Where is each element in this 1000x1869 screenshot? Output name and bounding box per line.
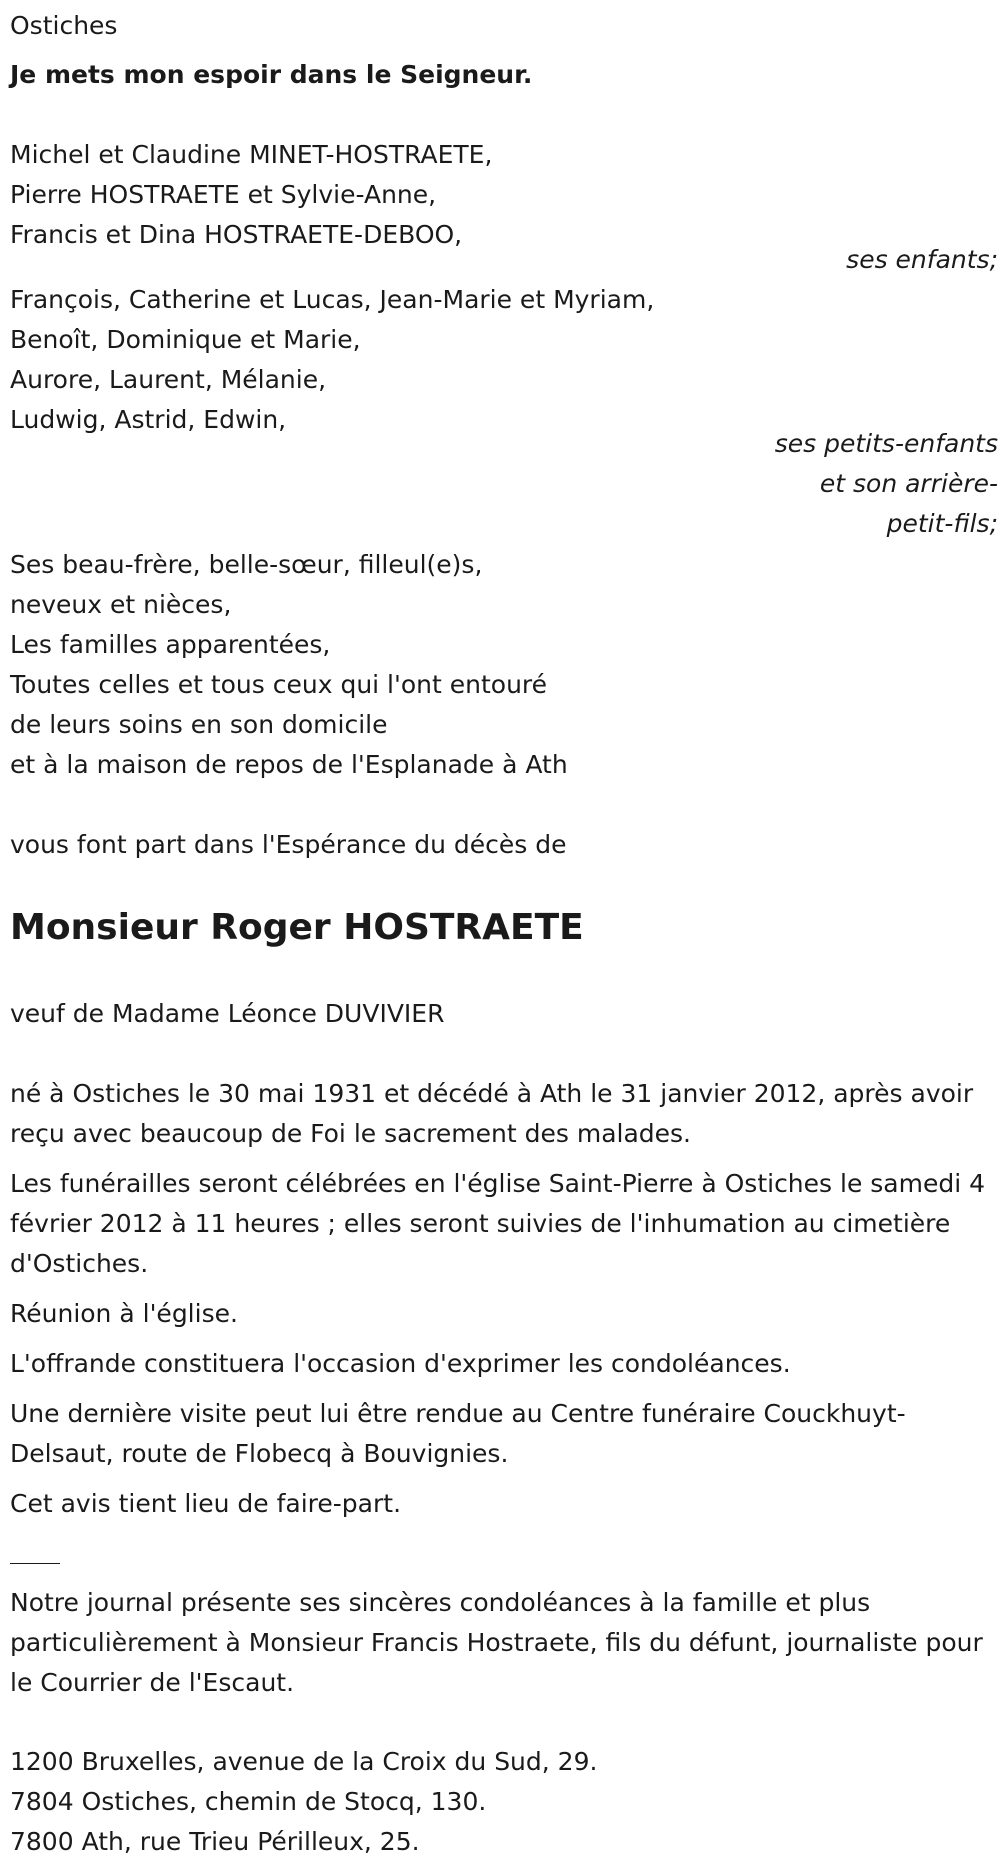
address-line: 7800 Ath, rue Trieu Périlleux, 25. [10, 1827, 420, 1856]
deceased-status: veuf de Madame Léonce DUVIVIER [10, 999, 445, 1028]
grandchildren-line: Benoît, Dominique et Marie, [10, 325, 361, 354]
others-line: Les familles apparentées, [10, 630, 331, 659]
notice-paragraph: Cet avis tient lieu de faire-part. [10, 1489, 402, 1518]
visit-paragraph: Une dernière visite peut lui être rendue au Centre funéraire Couckhuyt-Delsaut, route de Flobecq à Bouvignies. [10, 1399, 906, 1468]
grandchildren-line: Ludwig, Astrid, Edwin, [10, 405, 287, 434]
condolences-paragraph: Notre journal présente ses sincères condoléances à la famille et plus particulièrement à Monsieur Francis Hostraete, fils du défunt, journaliste pour le Courrier de l'Escaut. [10, 1588, 983, 1697]
funeral-paragraph: Les funérailles seront célébrées en l'église Saint-Pierre à Ostiches le samedi 4 février 2012 à 11 heures ; elles seront suivies de l'inhumation au cimetière d'Ostiches. [10, 1169, 986, 1278]
offering-paragraph: L'offrande constituera l'occasion d'exprimer les condoléances. [10, 1349, 791, 1378]
children-line: Michel et Claudine MINET-HOSTRAETE, [10, 140, 493, 169]
grandchildren-line: François, Catherine et Lucas, Jean-Marie et Myriam, [10, 285, 655, 314]
children-role: ses enfants; [846, 245, 998, 274]
others-line: Ses beau-frère, belle-sœur, filleul(e)s, [10, 550, 483, 579]
children-line: Pierre HOSTRAETE et Sylvie-Anne, [10, 180, 437, 209]
address-line: 7804 Ostiches, chemin de Stocq, 130. [10, 1787, 487, 1816]
address-line: 1200 Bruxelles, avenue de la Croix du Sud, 29. [10, 1747, 598, 1776]
deceased-name: Monsieur Roger HOSTRAETE [10, 907, 584, 948]
grandchildren-role: et son arrière- [819, 469, 998, 498]
separator-line [10, 1563, 60, 1564]
place-name: Ostiches [10, 11, 118, 40]
meeting-paragraph: Réunion à l'église. [10, 1299, 238, 1328]
others-line: de leurs soins en son domicile [10, 710, 388, 739]
grandchildren-line: Aurore, Laurent, Mélanie, [10, 365, 327, 394]
others-line: neveux et nièces, [10, 590, 232, 619]
others-line: et à la maison de repos de l'Esplanade à Ath [10, 750, 568, 779]
grandchildren-role: petit-fils; [886, 509, 998, 538]
announcement: vous font part dans l'Espérance du décès de [10, 830, 567, 859]
others-line: Toutes celles et tous ceux qui l'ont entouré [10, 670, 548, 699]
birth-death-paragraph: né à Ostiches le 30 mai 1931 et décédé à Ath le 31 janvier 2012, après avoir reçu avec beaucoup de Foi le sacrement des malades. [10, 1079, 974, 1148]
motto: Je mets mon espoir dans le Seigneur. [10, 60, 533, 89]
grandchildren-role: ses petits-enfants [774, 429, 998, 458]
children-line: Francis et Dina HOSTRAETE-DEBOO, [10, 220, 463, 249]
